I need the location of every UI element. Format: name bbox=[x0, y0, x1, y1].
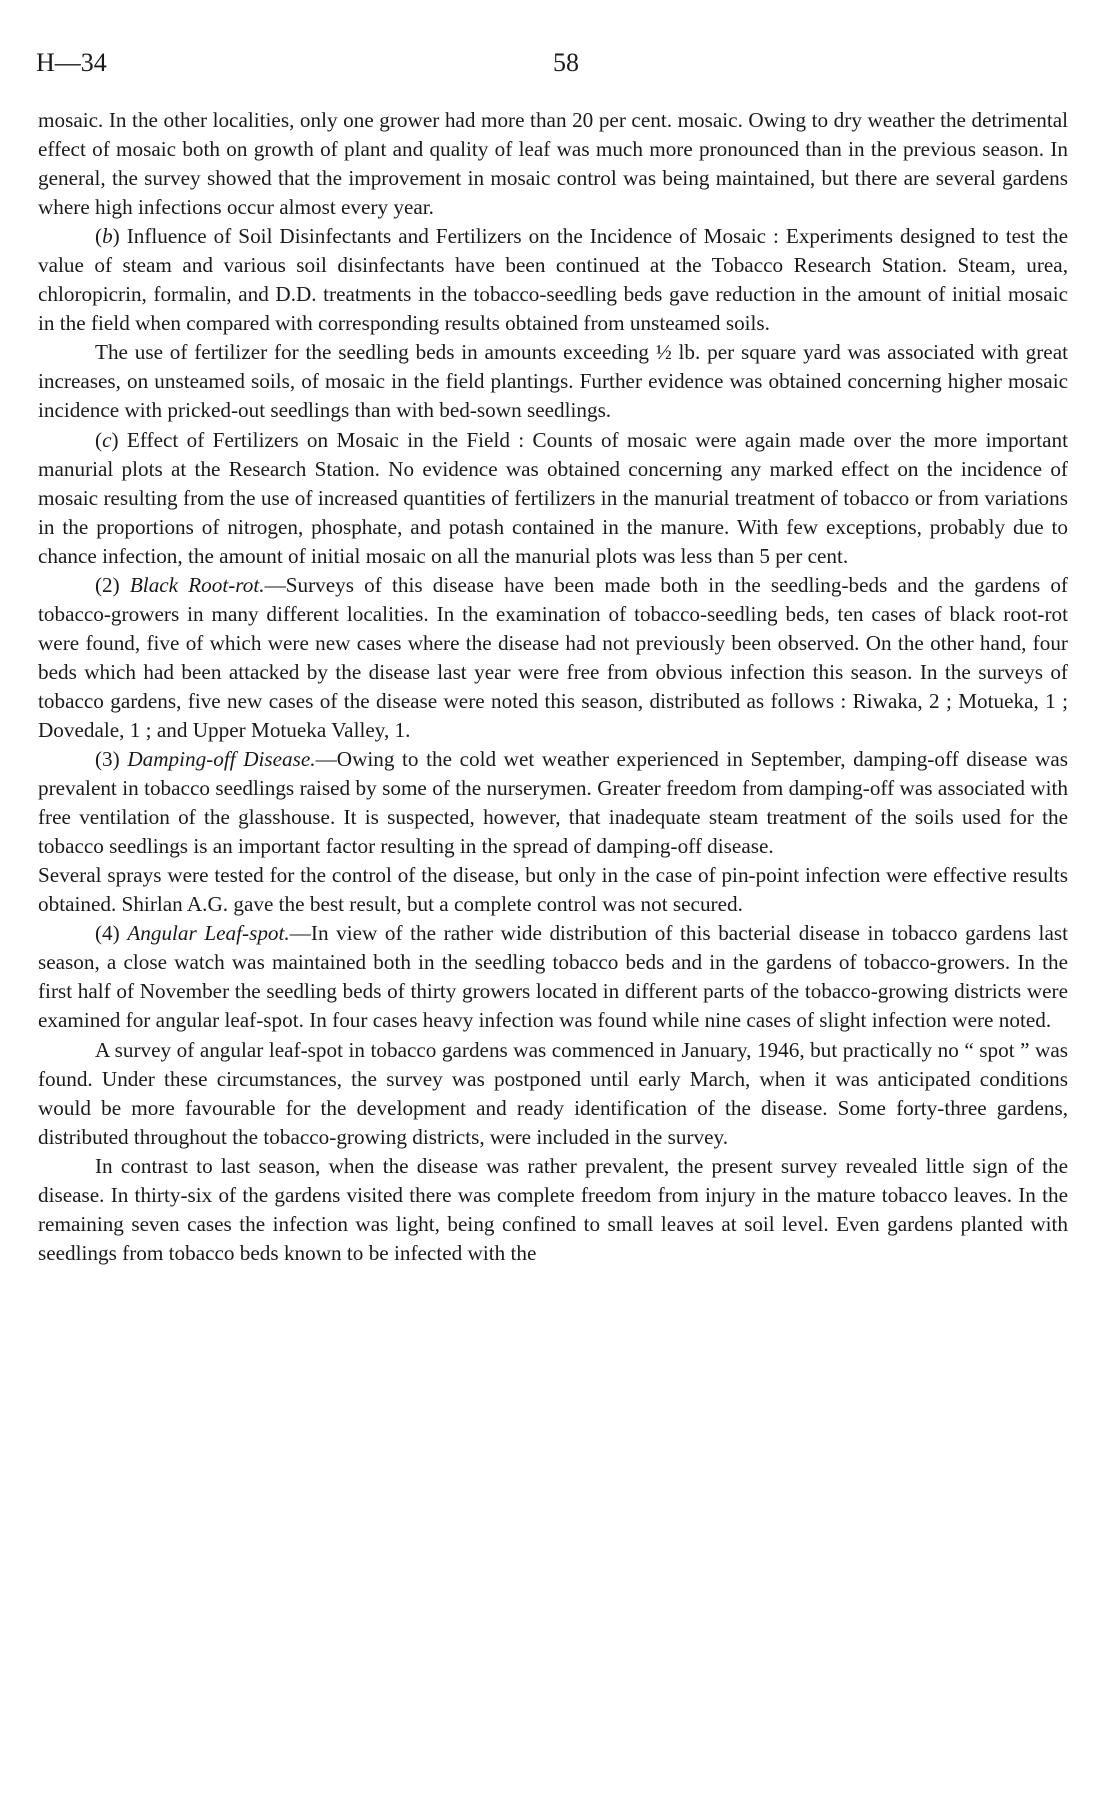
text-segment: Several sprays were tested for the control of the disease, but only in the case of pin-point infection were effective results obtained. Shirlan A.G. gave the best result, but a complete control was not secured. bbox=[38, 863, 1068, 917]
italic-text: Black Root-rot. bbox=[129, 572, 265, 597]
text-segment: —Surveys of this disease have been made both in the seedling-beds and the gardens of tobacco-growers in many different localities. In the examination of tobacco-seedling beds, ten cases of black root-rot were found, five of which were new cases where the disease had not previously been observed. On the other hand, four beds which had been attacked by the disease last year were free from obvious infection this season. In the surveys of tobacco gardens, five new cases of the disease were noted this season, distributed as follows : Riwaka, 2 ; Motueka, 1 ; Dovedale, 1 ; and Upper Motueka Valley, 1. bbox=[38, 572, 1068, 742]
paragraph bbox=[38, 861, 1068, 919]
text-segment: In contrast to last season, when the disease was rather prevalent, the present survey revealed little sign of the disease. In thirty-six of the gardens visited there was complete freedom from injury in the mature tobacco leaves. In the remaining seven cases the infection was light, being confined to small leaves at soil level. Even gardens planted with seedlings from tobacco beds known to be infected with the bbox=[38, 1153, 1068, 1265]
paragraph bbox=[38, 745, 1068, 861]
paragraph bbox=[38, 338, 1068, 425]
page-number: 58 bbox=[553, 48, 579, 77]
text-segment: (3) bbox=[95, 747, 128, 772]
paragraph bbox=[38, 1036, 1068, 1152]
text-segment: ( bbox=[95, 427, 103, 452]
text-segment: ) Influence of Soil Disinfectants and Fertilizers on the Incidence of Mosaic : Experiments designed to test the value of steam and various soil disinfectants have been continued at the Tobacco Research Station. Steam, urea, chloropicrin, formalin, and D.D. treatments in the tobacco-seedling beds gave reduction in the amount of initial mosaic in the field when compared with corresponding results obtained from unsteamed soils. bbox=[38, 224, 1068, 336]
page-header bbox=[36, 48, 1066, 88]
text-segment: —In view of the rather wide distribution of this bacterial disease in tobacco gardens last season, a close watch was maintained both in the seedling tobacco beds and in the gardens of tobacco-growers. In the first half of November the seedling beds of thirty growers located in different parts of the tobacco-growing districts were examined for angular leaf-spot. In four cases heavy infection was found while nine cases of slight infection were noted. bbox=[38, 921, 1068, 1033]
paragraph bbox=[38, 222, 1068, 338]
body-text bbox=[38, 106, 1068, 1268]
document-reference: H—34 bbox=[36, 48, 107, 77]
paragraph bbox=[38, 1152, 1068, 1268]
text-segment: The use of fertilizer for the seedling beds in amounts exceeding ½ lb. per square yard was associated with great increases, on unsteamed soils, of mosaic in the field plantings. Further evidence was obtained concerning higher mosaic incidence with pricked-out seedlings than with bed-sown seedlings. bbox=[38, 340, 1068, 423]
paragraph bbox=[38, 106, 1068, 222]
italic-text: Angular Leaf-spot. bbox=[127, 921, 290, 946]
italic-text: Damping-off Disease. bbox=[127, 747, 316, 772]
text-segment: (2) bbox=[95, 572, 130, 597]
paragraph bbox=[38, 919, 1068, 1035]
text-segment: —Owing to the cold wet weather experienced in September, damping-off disease was prevalent in tobacco seedlings raised by some of the nurserymen. Greater freedom from damping-off was associated with free ventilation of the glasshouse. It is suspected, however, that inadequate steam treatment of the soils used for the tobacco seedlings is an important factor resulting in the spread of damping-off disease. bbox=[38, 747, 1068, 859]
text-segment: A survey of angular leaf-spot in tobacco gardens was commenced in January, 1946, but practically no “ spot ” was found. Under these circumstances, the survey was postponed until early March, when it was anticipated conditions would be more favourable for the development and ready identification of the disease. Some forty-three gardens, distributed throughout the tobacco-growing districts, were included in the survey. bbox=[38, 1037, 1068, 1149]
paragraph bbox=[38, 571, 1068, 745]
italic-text: c bbox=[102, 427, 112, 452]
italic-text: b bbox=[102, 224, 113, 249]
text-segment: (4) bbox=[95, 921, 128, 946]
text-segment: ) Effect of Fertilizers on Mosaic in the Field : Counts of mosaic were again made over the more important manurial plots at the Research Station. No evidence was obtained concerning any marked effect on the incidence of mosaic resulting from the use of increased quantities of fertilizers in the manurial treatment of tobacco or from variations in the proportions of nitrogen, phosphate, and potash contained in the manure. With few exceptions, probably due to chance infection, the amount of initial mosaic on all the manurial plots was less than 5 per cent. bbox=[38, 427, 1068, 568]
text-segment: mosaic. In the other localities, only one grower had more than 20 per cent. mosaic. Owing to dry weather the detrimental effect of mosaic both on growth of plant and quality of leaf was much more pronounced than in the previous season. In general, the survey showed that the improvement in mosaic control was being maintained, but there are several gardens where high infections occur almost every year. bbox=[38, 108, 1068, 220]
text-segment: ( bbox=[95, 224, 103, 249]
paragraph bbox=[38, 426, 1068, 571]
